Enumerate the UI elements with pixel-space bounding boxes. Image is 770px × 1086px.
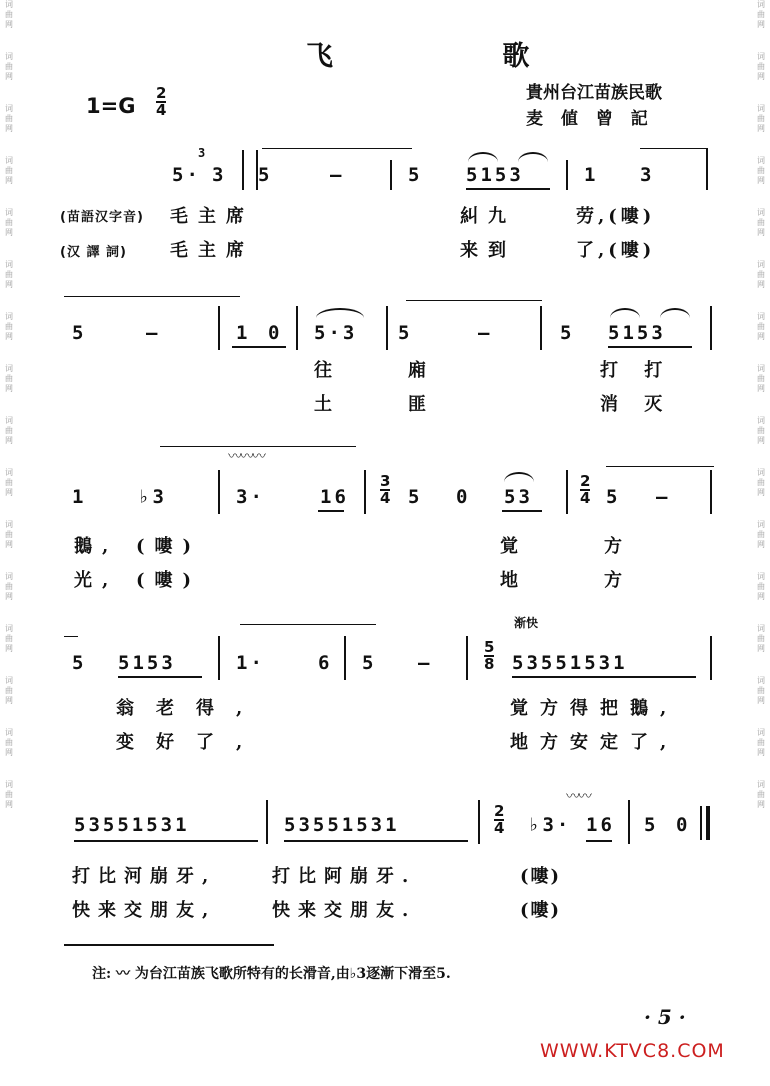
side-watermark-char: 词 [5, 624, 13, 633]
side-watermark-char: 网 [5, 384, 13, 393]
note: 5 [408, 164, 423, 186]
side-watermark-mark [757, 572, 765, 602]
side-watermark-char: 词 [5, 208, 13, 217]
lyric-label-1: (苗語汉字音) [60, 210, 144, 225]
side-watermark-char: 网 [5, 72, 13, 81]
side-watermark-char: 网 [5, 748, 13, 757]
barline [566, 470, 568, 514]
side-watermark-mark [5, 52, 13, 82]
side-watermark-char: 网 [5, 800, 13, 809]
side-watermark-char: 网 [757, 384, 765, 393]
note: 5 [398, 322, 413, 344]
time-change-bottom: 4 [494, 819, 505, 837]
grace-note: 3 [198, 146, 209, 160]
side-watermark-char: 网 [5, 280, 13, 289]
side-watermark-char: 网 [5, 176, 13, 185]
note: 5 [258, 164, 273, 186]
time-change-top: 3 [380, 472, 391, 490]
beam [74, 840, 258, 842]
side-watermark-char: 网 [757, 540, 765, 549]
side-watermark-char: 词 [5, 260, 13, 269]
lyric: 毛主席 [170, 206, 254, 227]
side-watermark-char: 曲 [757, 582, 765, 591]
note: 53551531 [74, 814, 190, 836]
side-watermark-char: 网 [5, 592, 13, 601]
lyric: (嘍) [136, 536, 202, 557]
lyric: 土 [314, 394, 342, 415]
side-watermark-char: 曲 [757, 166, 765, 175]
beam [284, 840, 468, 842]
side-watermark-char: 曲 [5, 62, 13, 71]
lyric: 往 [314, 360, 342, 381]
barline [706, 148, 708, 190]
lyric: 方 [604, 536, 632, 557]
side-watermark-char: 网 [757, 280, 765, 289]
side-watermark-char: 曲 [5, 10, 13, 19]
side-watermark-char: 网 [5, 436, 13, 445]
side-watermark-char: 网 [757, 124, 765, 133]
glide-mark: 〰〰〰 [228, 449, 264, 465]
time-signature [156, 86, 166, 118]
note: 5 [560, 322, 575, 344]
side-watermark-char: 曲 [757, 114, 765, 123]
side-watermark-char: 词 [5, 728, 13, 737]
side-watermark-char: 网 [5, 644, 13, 653]
lyric: 毛主席 [170, 240, 254, 261]
side-watermark-char: 词 [5, 104, 13, 113]
barline [710, 306, 712, 350]
side-watermark-char: 曲 [757, 10, 765, 19]
side-watermark-mark [5, 572, 13, 602]
note: – [330, 164, 345, 186]
barline [478, 800, 480, 844]
side-watermark-mark [757, 676, 765, 706]
side-watermark-char: 网 [757, 592, 765, 601]
lyric: 打 打 [600, 360, 673, 381]
song-recorder: 麦 値 曾 記 [526, 109, 654, 129]
tie-line [64, 636, 78, 637]
beam [512, 676, 696, 678]
side-watermark-char: 网 [5, 332, 13, 341]
side-watermark-char: 曲 [757, 270, 765, 279]
side-watermark-char: 网 [5, 20, 13, 29]
slur [468, 152, 498, 162]
lyric-label-2: (汉 譯 詞) [60, 245, 127, 260]
note: ♭3· [528, 814, 572, 836]
lyric: (嘍) [520, 900, 562, 921]
side-watermark-char: 词 [5, 468, 13, 477]
barline [628, 800, 630, 844]
slur [518, 152, 548, 162]
lyric: 光, [74, 570, 119, 591]
side-watermark-mark [5, 0, 13, 30]
barline [266, 800, 268, 844]
side-watermark-char: 网 [757, 176, 765, 185]
lyric: 覚方得把鵝, [510, 698, 679, 719]
side-watermark-mark [5, 780, 13, 810]
lyric: (嘍) [136, 570, 202, 591]
lyric: 鵝, [74, 536, 119, 557]
lyric: (嘍) [520, 866, 562, 887]
song-source: 貴州台江苗族民歌 [526, 83, 662, 103]
side-watermark-mark [5, 416, 13, 446]
note: 5 [362, 652, 377, 674]
time-change-bottom: 4 [580, 489, 591, 507]
side-watermark-char: 网 [757, 332, 765, 341]
note: 5153 [608, 322, 666, 344]
side-watermark-char: 曲 [5, 114, 13, 123]
side-watermark-char: 网 [757, 488, 765, 497]
side-watermark-char: 词 [757, 416, 765, 425]
side-watermark-char: 网 [757, 436, 765, 445]
lyric: 打比阿崩牙. [272, 866, 417, 887]
side-watermark-char: 词 [5, 572, 13, 581]
barline [242, 150, 244, 190]
side-watermark-char: 曲 [5, 374, 13, 383]
key-signature: 1=G [86, 94, 136, 118]
barline [566, 160, 568, 190]
side-watermark-char: 网 [5, 124, 13, 133]
side-watermark-char: 词 [757, 208, 765, 217]
note: 5 [606, 486, 621, 508]
side-watermark-char: 曲 [757, 62, 765, 71]
side-watermark-char: 网 [5, 696, 13, 705]
side-watermark-char: 曲 [5, 218, 13, 227]
right-watermark-strip [754, 0, 768, 1086]
barline [390, 160, 392, 190]
barline [218, 306, 220, 350]
side-watermark-char: 词 [5, 156, 13, 165]
side-watermark-char: 网 [757, 644, 765, 653]
lyric: 地方安定了, [510, 732, 679, 753]
beam [118, 676, 202, 678]
side-watermark-char: 词 [5, 416, 13, 425]
side-watermark-char: 词 [757, 728, 765, 737]
side-watermark-char: 曲 [5, 790, 13, 799]
note: 1· [236, 652, 265, 674]
site-watermark: WWW.KTVC8.COM [540, 1040, 725, 1062]
note: ♭3 [138, 486, 167, 508]
note: – [478, 322, 493, 344]
side-watermark-char: 网 [5, 540, 13, 549]
side-watermark-mark [5, 676, 13, 706]
time-signature-bottom: 4 [156, 101, 167, 119]
note: 53551531 [512, 652, 628, 674]
barline [540, 306, 542, 350]
tie-line [262, 148, 412, 149]
lyric: 覚 [500, 536, 528, 557]
side-watermark-char: 词 [757, 104, 765, 113]
side-watermark-mark [5, 260, 13, 290]
side-watermark-char: 网 [757, 20, 765, 29]
side-watermark-char: 曲 [757, 530, 765, 539]
side-watermark-char: 网 [5, 488, 13, 497]
side-watermark-char: 词 [5, 0, 13, 9]
side-watermark-mark [757, 52, 765, 82]
side-watermark-char: 曲 [5, 322, 13, 331]
note: 5· [172, 164, 201, 186]
side-watermark-char: 曲 [757, 686, 765, 695]
side-watermark-mark [757, 780, 765, 810]
note: 5 [72, 652, 87, 674]
lyric: 快来交朋友. [272, 900, 417, 921]
barline [386, 306, 388, 350]
side-watermark-char: 词 [5, 312, 13, 321]
side-watermark-char: 曲 [5, 738, 13, 747]
side-watermark-mark [757, 416, 765, 446]
side-watermark-mark [757, 0, 765, 30]
side-watermark-char: 曲 [5, 478, 13, 487]
side-watermark-char: 词 [757, 780, 765, 789]
left-watermark-strip [2, 0, 16, 1086]
note: 5153 [466, 164, 524, 186]
note: 5·3 [314, 322, 358, 344]
side-watermark-char: 曲 [757, 738, 765, 747]
side-watermark-mark [5, 520, 13, 550]
barline [218, 470, 220, 514]
lyric: 地 [500, 570, 528, 591]
side-watermark-char: 曲 [757, 790, 765, 799]
barline [710, 636, 712, 680]
note: 53551531 [284, 814, 400, 836]
time-change-bottom: 8 [484, 655, 495, 673]
note: 5153 [118, 652, 176, 674]
time-change [380, 474, 390, 506]
beam [608, 346, 692, 348]
lyric: 消 灭 [600, 394, 673, 415]
lyric: 方 [604, 570, 632, 591]
note: 16 [586, 814, 615, 836]
side-watermark-mark [757, 260, 765, 290]
note: 3 [212, 164, 227, 186]
side-watermark-char: 曲 [5, 582, 13, 591]
beam [586, 840, 612, 842]
side-watermark-char: 曲 [5, 426, 13, 435]
slur [660, 308, 690, 318]
side-watermark-char: 词 [5, 364, 13, 373]
lyric: 了,(嘍) [576, 240, 656, 261]
barline [296, 306, 298, 350]
note: 5 [644, 814, 659, 836]
side-watermark-char: 曲 [5, 270, 13, 279]
slur [610, 308, 640, 318]
side-watermark-mark [5, 624, 13, 654]
barline [344, 636, 346, 680]
time-change [484, 640, 494, 672]
side-watermark-char: 曲 [757, 322, 765, 331]
side-watermark-char: 网 [757, 748, 765, 757]
footnote: 注: 〰 为台江苗族飞歌所特有的长滑音,由♭3逐漸下滑至5. [92, 966, 451, 982]
tie-line [606, 466, 714, 467]
side-watermark-mark [5, 312, 13, 342]
side-watermark-mark [757, 364, 765, 394]
note: 1 [236, 322, 251, 344]
side-watermark-char: 网 [757, 228, 765, 237]
side-watermark-char: 曲 [757, 478, 765, 487]
note: 5 [408, 486, 423, 508]
side-watermark-char: 曲 [757, 218, 765, 227]
lyric: 廂 [408, 360, 436, 381]
side-watermark-char: 词 [757, 624, 765, 633]
side-watermark-mark [757, 312, 765, 342]
note: 3· [236, 486, 265, 508]
beam [232, 346, 286, 348]
side-watermark-char: 曲 [5, 166, 13, 175]
side-watermark-char: 曲 [757, 374, 765, 383]
side-watermark-mark [5, 104, 13, 134]
slur [316, 308, 364, 318]
side-watermark-mark [757, 208, 765, 238]
side-watermark-char: 曲 [5, 686, 13, 695]
lyric: 劳,(嘍) [576, 206, 656, 227]
side-watermark-char: 词 [757, 156, 765, 165]
slur [504, 472, 534, 482]
time-change-bottom: 4 [380, 489, 391, 507]
tie-line [406, 300, 542, 301]
note: 16 [320, 486, 349, 508]
tie-line [640, 148, 706, 149]
side-watermark-mark [5, 156, 13, 186]
side-watermark-char: 网 [757, 696, 765, 705]
lyric: 打比河崩牙, [72, 866, 217, 887]
time-change [580, 474, 590, 506]
side-watermark-mark [5, 728, 13, 758]
time-change-top: 2 [580, 472, 591, 490]
side-watermark-char: 词 [5, 676, 13, 685]
side-watermark-mark [757, 156, 765, 186]
tie-line [64, 296, 240, 297]
side-watermark-char: 词 [757, 260, 765, 269]
note: 0 [676, 814, 691, 836]
side-watermark-char: 词 [757, 52, 765, 61]
side-watermark-char: 词 [757, 364, 765, 373]
song-title: 飞 歌 [306, 41, 610, 72]
side-watermark-mark [757, 468, 765, 498]
time-change-top: 5 [484, 638, 495, 656]
tie-line [240, 624, 376, 625]
side-watermark-char: 词 [757, 572, 765, 581]
side-watermark-mark [757, 104, 765, 134]
beam [318, 510, 344, 512]
note: 0 [268, 322, 283, 344]
beam [502, 510, 542, 512]
side-watermark-mark [5, 364, 13, 394]
lyric: 快来交朋友, [72, 900, 217, 921]
tempo-marking: 渐快 [514, 616, 539, 630]
side-watermark-char: 词 [5, 780, 13, 789]
lyric: 来到 [460, 240, 516, 261]
final-barline-thick [706, 806, 710, 840]
time-change-top: 2 [494, 802, 505, 820]
note: 3 [640, 164, 655, 186]
barline [364, 470, 366, 514]
side-watermark-char: 词 [757, 0, 765, 9]
side-watermark-mark [757, 728, 765, 758]
time-change [494, 804, 504, 836]
footnote-rule [64, 944, 274, 946]
side-watermark-char: 词 [757, 520, 765, 529]
final-barline-thin [700, 806, 702, 840]
barline [218, 636, 220, 680]
note: 5 [72, 322, 87, 344]
note: 53 [504, 486, 533, 508]
side-watermark-mark [5, 468, 13, 498]
page-number: · 5 · [644, 1005, 686, 1029]
lyric: 翁老得, [116, 698, 265, 719]
lyric: 变好了, [116, 732, 265, 753]
lyric: 匪 [408, 394, 436, 415]
barline [256, 150, 258, 190]
note: 1 [584, 164, 599, 186]
side-watermark-char: 曲 [757, 634, 765, 643]
beam [466, 188, 550, 190]
side-watermark-char: 词 [757, 312, 765, 321]
note: – [656, 486, 671, 508]
side-watermark-char: 网 [5, 228, 13, 237]
side-watermark-char: 曲 [5, 634, 13, 643]
side-watermark-char: 曲 [5, 530, 13, 539]
side-watermark-char: 词 [5, 520, 13, 529]
side-watermark-char: 网 [757, 72, 765, 81]
note: – [146, 322, 161, 344]
note: 1 [72, 486, 87, 508]
note: 0 [456, 486, 471, 508]
side-watermark-mark [5, 208, 13, 238]
side-watermark-mark [757, 624, 765, 654]
side-watermark-mark [757, 520, 765, 550]
barline [466, 636, 468, 680]
note: – [418, 652, 433, 674]
side-watermark-char: 词 [5, 52, 13, 61]
side-watermark-char: 词 [757, 468, 765, 477]
glide-mark: 〰〰 [566, 789, 590, 805]
barline [710, 470, 712, 514]
note: 6 [318, 652, 333, 674]
side-watermark-char: 词 [757, 676, 765, 685]
lyric: 糾九 [460, 206, 516, 227]
time-signature-top: 2 [156, 84, 167, 102]
side-watermark-char: 曲 [757, 426, 765, 435]
side-watermark-char: 网 [757, 800, 765, 809]
